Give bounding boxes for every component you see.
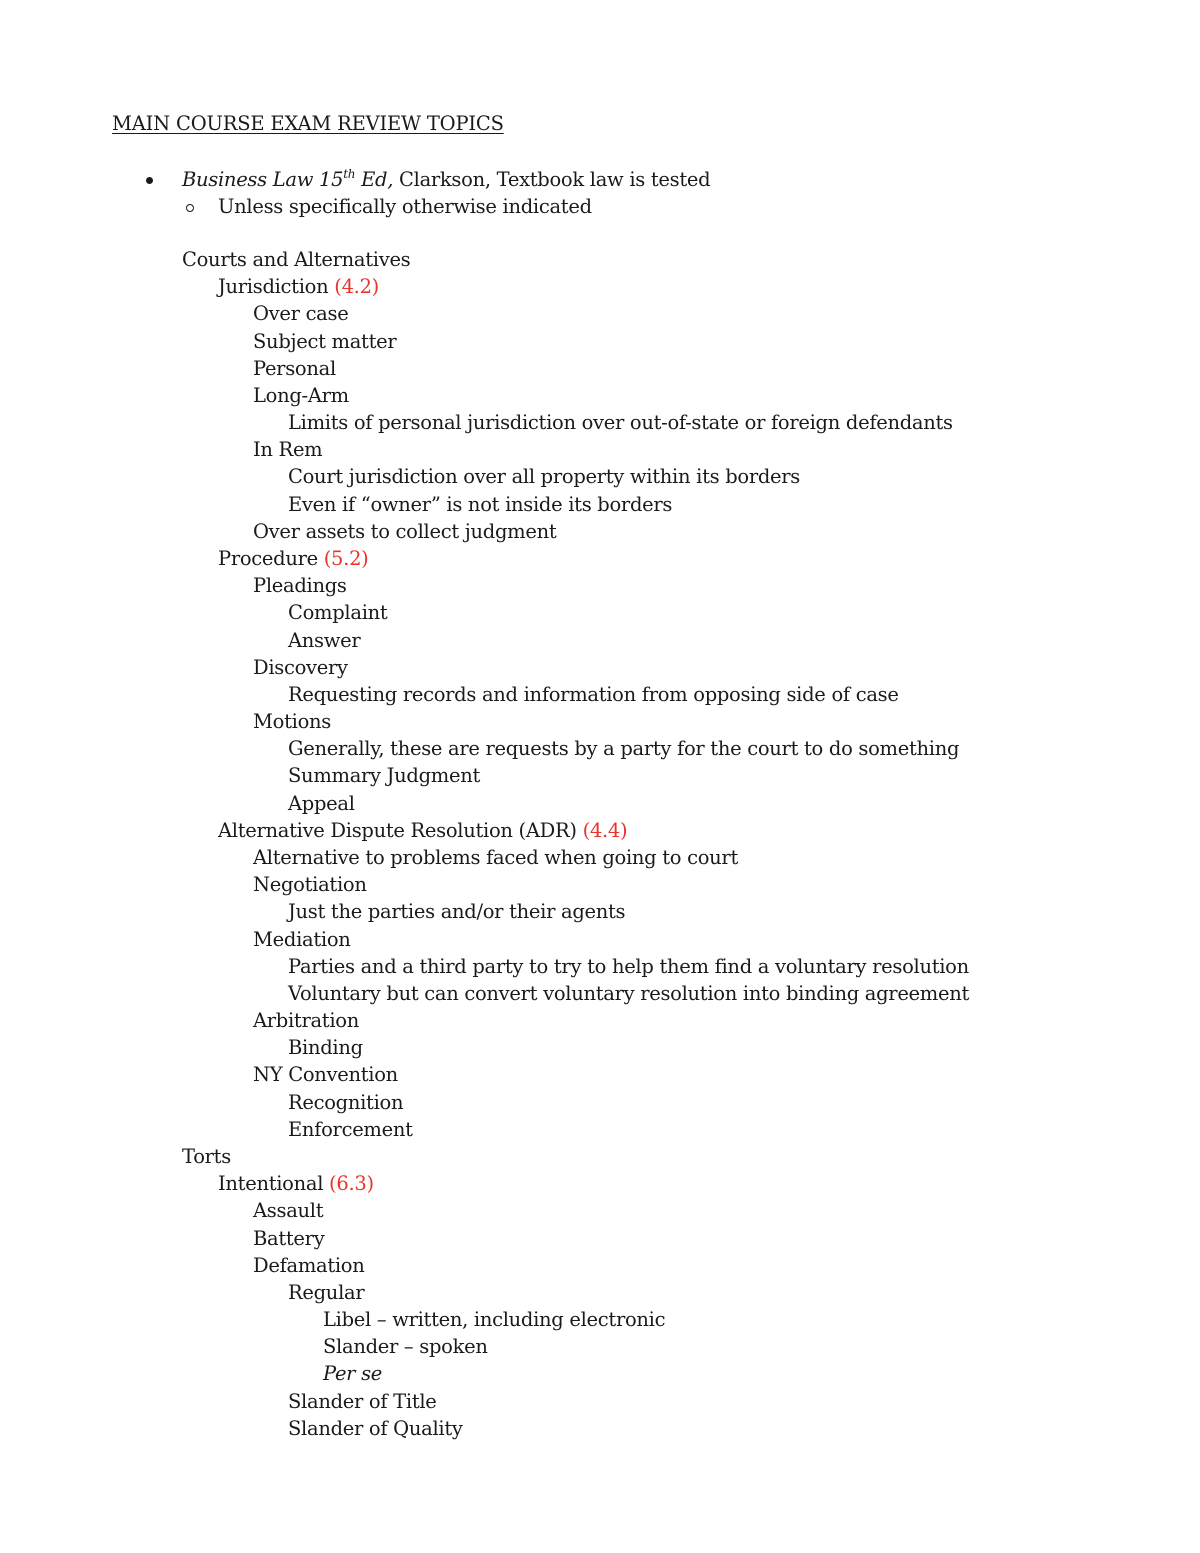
outline-text: [288, 1415, 463, 1442]
outline-label: Complaint: [288, 601, 388, 625]
outline-text: [288, 1279, 364, 1306]
outline-text: [323, 1360, 382, 1387]
outline-label: Alternative to problems faced when going to court: [253, 846, 738, 869]
outline-text: [288, 681, 899, 708]
outline-label: Alternative Dispute Resolution (ADR): [218, 818, 583, 842]
outline-text: [253, 708, 331, 735]
outline-text: [288, 735, 959, 762]
outline-text: [253, 572, 347, 599]
outline-text: [288, 491, 672, 518]
outline-label: Binding: [288, 1036, 363, 1060]
outline-text: [288, 1116, 413, 1143]
outline-label: Pleadings: [253, 574, 347, 598]
outline-label: Subject matter: [253, 329, 397, 353]
outline-label: Defamation: [253, 1253, 365, 1277]
outline-text: [253, 328, 396, 355]
outline-text: [288, 1034, 363, 1061]
outline-text: [253, 1061, 398, 1088]
outline-label: Enforcement: [288, 1117, 413, 1141]
outline-label: Generally, these are requests by a party for the court to do something: [288, 737, 960, 761]
outline-label: In Rem: [253, 438, 323, 462]
outline-label: Even if “owner” is not inside its borders: [288, 492, 673, 516]
outline-text: [253, 1225, 324, 1252]
outline-text: [253, 436, 322, 463]
textbook-rest: Clarkson, Textbook law is tested: [393, 168, 711, 191]
outline-label: Recognition: [288, 1090, 404, 1114]
outline-label: Arbitration: [253, 1009, 359, 1032]
outline-label: Procedure: [218, 547, 324, 570]
bullet-dot-icon: [146, 177, 153, 184]
outline-label: Voluntary but can convert voluntary resolution into binding agreement: [288, 981, 970, 1005]
outline-label: Answer: [288, 628, 361, 652]
outline-label: Just the parties and/or their agents: [288, 900, 626, 924]
chapter-reference: (4.2): [334, 275, 379, 299]
intro-sub-bullet-text: Unless specifically otherwise indicated: [218, 195, 592, 218]
outline-label: Slander of Title: [288, 1389, 437, 1413]
outline-label: Negotiation: [253, 873, 367, 897]
outline-text: [253, 300, 348, 327]
outline-text: [218, 273, 379, 300]
outline-text: [288, 1089, 403, 1116]
outline-text: [288, 980, 969, 1007]
outline-label: Intentional: [218, 1172, 330, 1196]
textbook-title: Business Law 15th Ed,: [182, 166, 394, 191]
outline-label: Mediation: [253, 927, 351, 951]
bullet-ring-icon: [186, 204, 194, 212]
outline-label: NY Convention: [253, 1063, 398, 1087]
outline-text: [288, 463, 800, 490]
outline-label: Courts and Alternatives: [182, 248, 411, 271]
page-title: MAIN COURSE EXAM REVIEW TOPICS: [112, 112, 504, 135]
outline-label: Long-Arm: [253, 383, 349, 407]
outline-text: [288, 898, 625, 925]
outline-text: [218, 545, 368, 572]
outline-label: Motions: [253, 710, 331, 734]
outline-label: Regular: [288, 1280, 365, 1304]
outline-label: Jurisdiction: [218, 275, 335, 299]
outline-text: [182, 1143, 231, 1170]
outline-text: [253, 1252, 365, 1279]
outline-text: [182, 246, 410, 273]
outline-label: Torts: [182, 1144, 231, 1168]
outline-label: Limits of personal jurisdiction over out-of-state or foreign defendants: [288, 411, 953, 435]
outline-text: [253, 654, 348, 681]
outline-text: [288, 599, 387, 626]
outline-text: [253, 926, 351, 953]
outline-text: [253, 1197, 323, 1224]
chapter-reference: (5.2): [323, 547, 369, 570]
outline-label: Slander – spoken: [323, 1335, 488, 1359]
outline-label: Requesting records and information from opposing side of case: [288, 682, 899, 706]
outline-text: [253, 871, 367, 898]
outline-label: Parties and a third party to try to help them find a voluntary resolution: [288, 954, 969, 978]
outline-text: [253, 1007, 359, 1034]
outline-label: Libel – written, including electronic: [323, 1308, 666, 1331]
outline-text: [253, 518, 556, 545]
outline-text: [288, 1388, 437, 1415]
outline-label: Personal: [253, 356, 336, 380]
outline-text: [218, 1170, 374, 1197]
outline-label: Discovery: [253, 655, 348, 679]
outline-text: [288, 627, 360, 654]
outline-text: [253, 382, 349, 409]
outline-text: [288, 409, 953, 436]
chapter-reference: (4.4): [582, 818, 628, 842]
outline-label: Summary Judgment: [288, 764, 481, 788]
outline-label: Over case: [253, 302, 349, 326]
outline-label: Per se: [323, 1362, 383, 1386]
outline-text: [323, 1333, 488, 1360]
outline-label: Slander of Quality: [288, 1416, 463, 1440]
outline-text: [288, 790, 355, 817]
outline-text: [253, 844, 738, 871]
outline-text: [218, 817, 627, 844]
intro-bullet-text: [182, 166, 710, 193]
outline-label: Assault: [253, 1199, 324, 1223]
outline-label: Battery: [253, 1226, 325, 1250]
outline-label: Over assets to collect judgment: [253, 519, 557, 543]
chapter-reference: (6.3): [329, 1172, 374, 1196]
outline-label: Court jurisdiction over all property within its borders: [288, 465, 801, 489]
outline-label: Appeal: [288, 791, 355, 815]
outline-text: [323, 1306, 665, 1333]
outline-text: [253, 355, 336, 382]
outline-text: [288, 953, 969, 980]
outline-text: [288, 762, 480, 789]
